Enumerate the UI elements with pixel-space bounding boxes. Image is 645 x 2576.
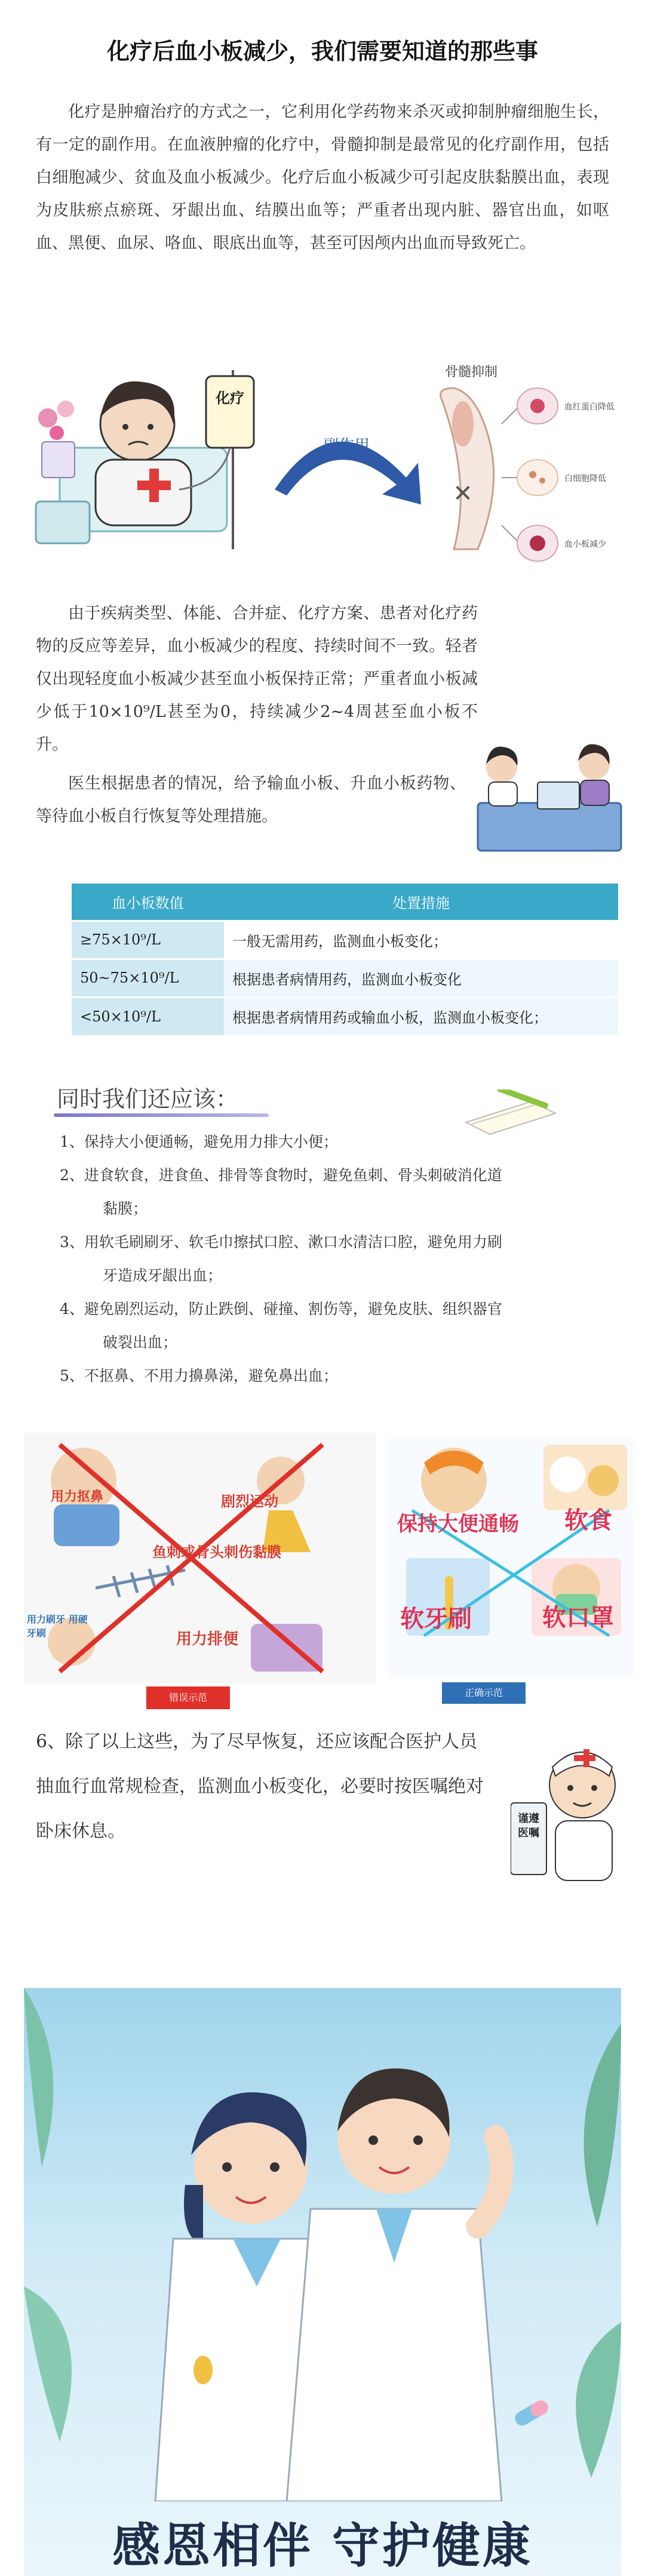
- table-header-row: [72, 884, 618, 921]
- right-wrong-collage: [24, 1433, 633, 1719]
- care-list: [60, 1125, 585, 1393]
- wrong-label: 用力抠鼻: [51, 1489, 104, 1504]
- list-item: 2、进食软食，进食鱼、排骨等食物时，避免鱼刺、骨头刺破消化道: [60, 1167, 502, 1184]
- consultation-illustration: [472, 731, 627, 857]
- poster-slogan: 感恩相伴 守护健康: [112, 2518, 533, 2574]
- treatment-cell: 一般无需用药，监测血小板变化；: [224, 921, 618, 959]
- side-effect-arrow: [275, 437, 421, 504]
- panel-title: 骨髓抑制: [445, 365, 498, 380]
- right-examples-panel: [388, 1439, 633, 1678]
- wrong-label: 剧烈运动: [221, 1493, 278, 1510]
- article-title: 化疗后血小板减少，我们需要知道的那些事: [106, 38, 538, 64]
- bone-marrow-panel: [441, 365, 615, 561]
- treatment-cell: 根据患者病情用药或输血小板，监测血小板变化；: [224, 997, 618, 1035]
- table-row: [72, 959, 618, 997]
- table-row: [72, 921, 618, 959]
- list-item: 牙造成牙龈出血；: [103, 1267, 223, 1284]
- list-item: 5、不抠鼻、不用力擤鼻涕，避免鼻出血；: [60, 1367, 338, 1384]
- svg-text:✕: ✕: [453, 480, 473, 507]
- nurse-figure: [511, 1731, 630, 1886]
- list-item: 1、保持大小便通畅，避免用力排大小便；: [60, 1133, 338, 1150]
- legend-item: 白细胞降低: [564, 474, 606, 484]
- platelet-value-cell: 50~75×10⁹/L: [72, 959, 224, 997]
- side-effect-illustration: [24, 352, 627, 573]
- list-item: 3、用软毛刷刷牙、软毛巾擦拭口腔、漱口水清洁口腔，避免用力刷: [60, 1233, 502, 1251]
- intro-paragraph: 化疗是肿瘤治疗的方式之一，它利用化学药物来杀灭或抑制肿瘤细胞生长，有一定的副作用。在血液肿瘤的化疗中，骨髓抑制是最常见的化疗副作用，包括白细胞减少、贫血及血小板减少。化疗后血小板减少可引起皮肤黏膜出血，表现为皮肤瘀点瘀斑、牙龈出血、结膜出血等；严重者出现内脏、器官出血，如呕血、黑便、血尿、咯血、眼底出血等，甚至可因颅内出血而导致死亡。: [36, 103, 609, 253]
- doctor-badge: 谨遵医嘱: [518, 1812, 539, 1839]
- wrong-label: 鱼刺或骨头刺伤黏膜: [152, 1544, 281, 1561]
- legend-item: 血红蛋白降低: [564, 402, 615, 412]
- care-heading: 同时我们还应该：: [57, 1086, 239, 1112]
- poster-illustration: [24, 1988, 621, 2501]
- wrong-label: 用力刷牙 用硬牙刷: [27, 1614, 88, 1639]
- patient-illustration: [36, 370, 254, 549]
- table-header: 血小板数值: [72, 884, 224, 921]
- right-label: 软食: [564, 1507, 612, 1534]
- right-label: 保持大便通畅: [397, 1512, 519, 1536]
- treatment-cell: 根据患者病情用药，监测血小板变化: [224, 959, 618, 997]
- list-item: 黏膜；: [103, 1200, 148, 1217]
- side-effect-figure: [24, 352, 627, 573]
- nurse-illustration: [511, 1731, 630, 1886]
- table-header: 处置措施: [224, 884, 618, 921]
- list-item: 破裂出血；: [103, 1334, 178, 1351]
- treatment-paragraph: 医生根据患者的情况，给予输血小板、升血小板药物、等待血小板自行恢复等处理措施。: [36, 774, 466, 826]
- platelet-value-cell: <50×10⁹/L: [72, 997, 224, 1035]
- wrong-caption: 错误示范: [146, 1686, 230, 1709]
- right-label: 软牙刷: [400, 1605, 472, 1633]
- heading-underline: [54, 1113, 269, 1117]
- closing-paragraph: 6、除了以上这些，为了尽早恢复，还应该配合医护人员抽血行血常规检查，监测血小板变化，必要时按医嘱绝对卧床休息。: [36, 1731, 484, 1842]
- closing-poster: [24, 1988, 621, 2576]
- table-row: [72, 997, 618, 1035]
- platelet-table: [72, 884, 618, 1035]
- right-label: 软口罩: [542, 1604, 614, 1632]
- platelet-value-cell: ≥75×10⁹/L: [72, 921, 224, 959]
- arrow-label: 副作用: [322, 437, 370, 455]
- variation-paragraph: 由于疾病类型、体能、合并症、化疗方案、患者对化疗药物的反应等差异，血小板减少的程度、持续时间不一致。轻者仅出现轻度血小板减少甚至血小板保持正常；严重者血小板减少低于10×10⁹/L甚至为0，持续减少2~4周甚至血小板不升。: [36, 604, 478, 754]
- right-caption: 正确示范: [442, 1682, 526, 1704]
- list-item: 4、避免剧烈运动，防止跌倒、碰撞、割伤等，避免皮肤、组织器官: [60, 1300, 502, 1318]
- legend-item: 血小板减少: [564, 540, 606, 549]
- wrong-label: 用力排便: [176, 1630, 239, 1648]
- iv-bag-label: 化疗: [216, 390, 244, 407]
